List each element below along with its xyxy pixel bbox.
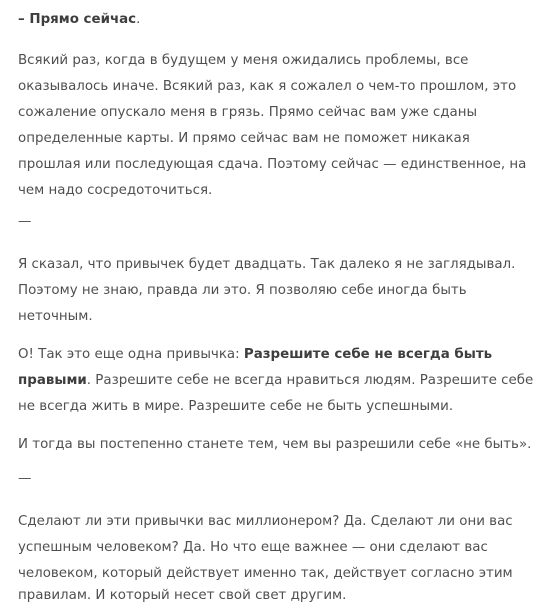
intro-prefix: –	[18, 12, 30, 27]
paragraph-4-line: И тогда вы постепенно станете тем, чем вы разрешили себе «не быть».	[18, 437, 532, 452]
paragraph-3-line: не всегда жить в мире. Разрешите себе не быть успешными.	[18, 399, 454, 414]
paragraph-3-line	[18, 342, 492, 368]
paragraph-5-line: успешным человеком? Да. Но что еще важнее — они сделают вас	[18, 540, 488, 555]
paragraph-3-line	[18, 368, 533, 394]
separator-dash: —	[18, 471, 32, 486]
paragraph-1-line: оказывалось иначе. Всякий раз, как я сожалел о чем-то прошлом, это	[18, 79, 517, 94]
paragraph-2-line: неточным.	[18, 309, 93, 324]
paragraph-1-line: прошлая или последующая сдача. Поэтому сейчас — единственное, на	[18, 157, 527, 172]
separator-dash: —	[18, 214, 32, 229]
paragraph-2-line: Я сказал, что привычек будет двадцать. Так далеко я не заглядывал.	[18, 257, 516, 272]
p3-bold-text: правыми	[18, 373, 87, 388]
paragraph-1-line: чем надо сосредоточиться.	[18, 183, 213, 198]
p3-plain-text: . Разрешите себе не всегда нравиться людям. Разрешите себе	[86, 373, 534, 388]
paragraph-5-line: правилам. И который несет свой свет другим.	[18, 588, 347, 603]
paragraph-5-line: Сделают ли эти привычки вас миллионером? Да. Сделают ли они вас	[18, 514, 513, 529]
p3-bold-text: Разрешите себе не всегда быть	[243, 347, 493, 362]
paragraph-1-line: Всякий раз, когда в будущем у меня ожидались проблемы, все	[18, 53, 469, 68]
paragraph-5-line: человеком, который действует именно так, действует согласно этим	[18, 566, 513, 581]
p3-plain-text: О! Так это еще одна привычка:	[18, 347, 244, 362]
intro-bold: Прямо сейчас	[29, 12, 137, 27]
intro-line	[18, 7, 140, 33]
paragraph-1-line: сожаление опускало меня в грязь. Прямо сейчас вам уже сданы	[18, 105, 478, 120]
paragraph-2-line: Поэтому не знаю, правда ли это. Я позволяю себе иногда быть	[18, 283, 467, 298]
intro-suffix: .	[136, 12, 141, 27]
paragraph-1-line: определенные карты. И прямо сейчас вам не поможет никакая	[18, 131, 470, 146]
